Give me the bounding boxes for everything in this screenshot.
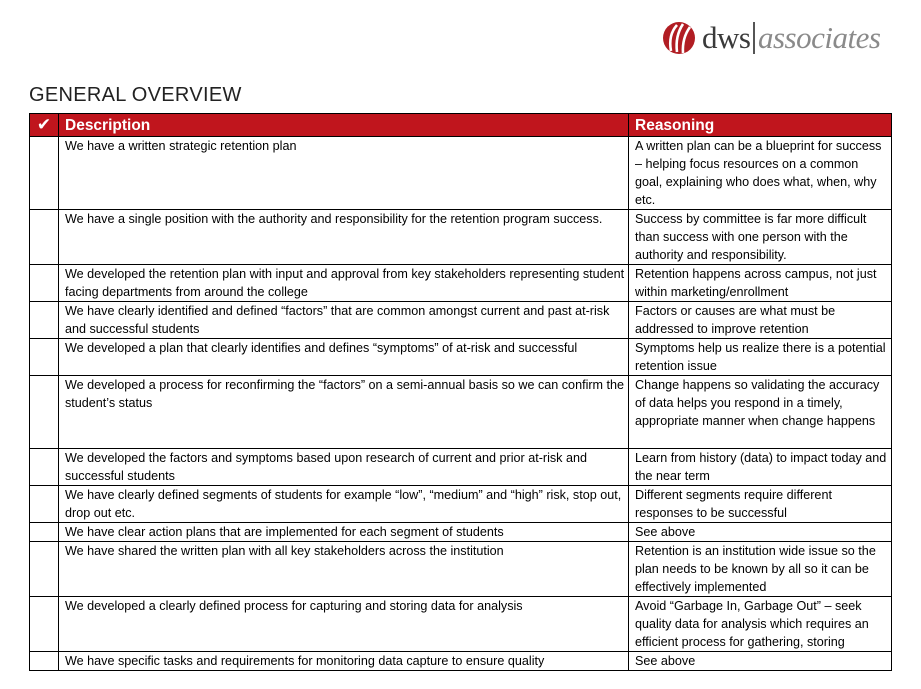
reasoning-cell: Retention is an institution wide issue so the plan needs to be known by all so it can be effectively implemented: [629, 542, 892, 597]
reasoning-cell: Symptoms help us realize there is a potential retention issue: [629, 339, 892, 376]
checkbox-cell[interactable]: [30, 652, 59, 671]
reasoning-cell: Factors or causes are what must be addressed to improve retention: [629, 302, 892, 339]
checkbox-cell[interactable]: [30, 265, 59, 302]
table-row: [30, 376, 892, 449]
description-cell: We have clear action plans that are implemented for each segment of students: [59, 523, 629, 542]
description-cell: We developed the factors and symptoms based upon research of current and prior at-risk and successful students: [59, 449, 629, 486]
table-row: [30, 486, 892, 523]
description-cell: We have a single position with the authority and responsibility for the retention program success.: [59, 210, 629, 265]
description-cell: We developed a clearly defined process for capturing and storing data for analysis: [59, 597, 629, 652]
checkbox-cell[interactable]: [30, 542, 59, 597]
table-header-row: [30, 114, 892, 137]
checkbox-cell[interactable]: [30, 597, 59, 652]
reasoning-cell: Different segments require different responses to be successful: [629, 486, 892, 523]
reasoning-cell: Learn from history (data) to impact today and the near term: [629, 449, 892, 486]
table-row: [30, 137, 892, 210]
table-row: [30, 652, 892, 671]
reasoning-header: Reasoning: [629, 114, 892, 137]
table-row: [30, 302, 892, 339]
description-cell: We have clearly identified and defined “factors” that are common amongst current and past at-risk and successful students: [59, 302, 629, 339]
table-row: [30, 597, 892, 652]
checkbox-cell[interactable]: [30, 449, 59, 486]
checkbox-cell[interactable]: [30, 523, 59, 542]
reasoning-cell: Success by committee is far more difficult than success with one person with the authority and responsibility.: [629, 210, 892, 265]
description-header: Description: [59, 114, 629, 137]
overview-checklist-table: [29, 113, 892, 671]
logo-brand-text: dws: [702, 20, 751, 55]
table-row: [30, 542, 892, 597]
reasoning-cell: Retention happens across campus, not just within marketing/enrollment: [629, 265, 892, 302]
checkbox-cell[interactable]: [30, 376, 59, 449]
checkbox-cell[interactable]: [30, 210, 59, 265]
description-cell: We developed a process for reconfirming the “factors” on a semi-annual basis so we can confirm the student’s status: [59, 376, 629, 449]
checkbox-cell[interactable]: [30, 137, 59, 210]
table-row: [30, 449, 892, 486]
reasoning-cell: Change happens so validating the accuracy of data helps you respond in a timely, appropriate manner when change happens: [629, 376, 892, 449]
reasoning-cell: See above: [629, 652, 892, 671]
checkmark-header-icon: ✔: [30, 114, 59, 137]
page-title: GENERAL OVERVIEW: [29, 84, 242, 106]
logo-divider: [753, 22, 755, 54]
checkbox-cell[interactable]: [30, 302, 59, 339]
description-cell: We have a written strategic retention plan: [59, 137, 629, 210]
description-cell: We have clearly defined segments of students for example “low”, “medium” and “high” risk, stop out, drop out etc.: [59, 486, 629, 523]
checkbox-cell[interactable]: [30, 339, 59, 376]
description-cell: We have shared the written plan with all key stakeholders across the institution: [59, 542, 629, 597]
table-row: [30, 523, 892, 542]
logo-suffix-text: associates: [757, 20, 881, 55]
reasoning-cell: Avoid “Garbage In, Garbage Out” – seek quality data for analysis which requires an efficient process for gathering, storing: [629, 597, 892, 652]
table-row: [30, 210, 892, 265]
description-cell: We developed a plan that clearly identifies and defines “symptoms” of at-risk and successful: [59, 339, 629, 376]
description-cell: We have specific tasks and requirements for monitoring data capture to ensure quality: [59, 652, 629, 671]
checkbox-cell[interactable]: [30, 486, 59, 523]
table-row: [30, 265, 892, 302]
description-cell: We developed the retention plan with input and approval from key stakeholders representing student facing departments from around the college: [59, 265, 629, 302]
reasoning-cell: A written plan can be a blueprint for success – helping focus resources on a common goal, explaining who does what, when, why etc.: [629, 137, 892, 210]
table-row: [30, 339, 892, 376]
company-logo: [662, 20, 880, 56]
reasoning-cell: See above: [629, 523, 892, 542]
logo-mark-icon: [662, 21, 696, 55]
